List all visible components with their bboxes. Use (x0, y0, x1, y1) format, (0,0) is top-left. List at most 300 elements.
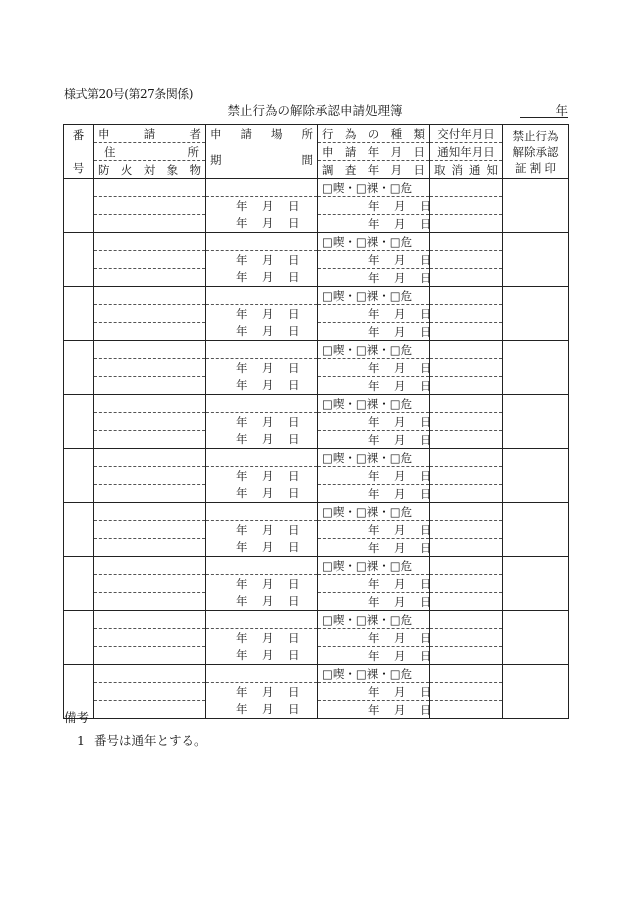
entry-apply-date-cell[interactable] (318, 521, 430, 539)
table-row (64, 665, 569, 683)
entry-number-cell[interactable] (64, 179, 94, 233)
entry-address-cell[interactable] (94, 359, 206, 377)
header-char: 所 (187, 144, 199, 159)
date-unit-label: 月 (394, 540, 406, 555)
date-unit-label: 年 (236, 540, 248, 555)
entry-period-start-cell[interactable] (206, 467, 318, 485)
date-unit-label: 日 (288, 468, 300, 483)
entry-number-cell[interactable] (64, 341, 94, 395)
date-unit-label: 年 (236, 630, 248, 645)
form-number: 様式第20号(第27条関係) (64, 87, 193, 101)
header-char: 申 (210, 126, 222, 141)
entry-seal-cell[interactable] (503, 233, 569, 287)
date-unit-label: 月 (394, 486, 406, 501)
date-unit-label: 日 (420, 702, 432, 717)
entry-act-kind-cell[interactable]: □喫・□裸・□危 (318, 665, 430, 683)
entry-applicant-cell[interactable] (94, 395, 206, 413)
entry-survey-date-cell[interactable] (318, 431, 430, 449)
entry-period-end-cell[interactable] (206, 485, 318, 503)
table-row (64, 305, 569, 323)
entry-period-end-cell[interactable] (206, 539, 318, 557)
date-unit-label: 日 (288, 432, 300, 447)
entry-act-kind-cell[interactable]: □喫・□裸・□危 (318, 341, 430, 359)
entry-apply-date-cell[interactable] (318, 683, 430, 701)
date-unit-label: 月 (262, 522, 274, 537)
table-row (64, 647, 569, 665)
date-unit-label: 年 (236, 576, 248, 591)
entry-apply-date-cell[interactable] (318, 629, 430, 647)
entry-act-kind-cell[interactable]: □喫・□裸・□危 (318, 287, 430, 305)
date-unit-label: 月 (394, 684, 406, 699)
date-unit-label: 年 (236, 486, 248, 501)
date-unit-label: 年 (236, 594, 248, 609)
header-char: 申 (322, 144, 334, 159)
header-char: 請 (344, 144, 357, 159)
entry-fire-object-cell[interactable] (94, 647, 206, 665)
entry-period-end-cell[interactable] (206, 215, 318, 233)
header-number-top: 番 (72, 128, 85, 142)
date-unit-label: 日 (288, 630, 300, 645)
date-unit-label: 月 (262, 216, 274, 231)
date-unit-label: 日 (288, 198, 300, 213)
date-unit-label: 年 (236, 432, 248, 447)
entry-fire-object-cell[interactable] (94, 485, 206, 503)
header-char: の (367, 126, 380, 141)
header-char: 査 (344, 162, 357, 177)
date-unit-label: 月 (262, 486, 274, 501)
date-unit-label: 年 (236, 414, 248, 429)
entry-place-cell[interactable] (206, 233, 318, 251)
header-char: 割 (529, 160, 542, 175)
header-place (206, 125, 318, 143)
header-char: 行 (322, 126, 334, 141)
date-unit-label: 月 (394, 702, 406, 717)
date-unit-label: 月 (262, 576, 274, 591)
entry-number-cell[interactable] (64, 395, 94, 449)
header-char: 月 (390, 162, 403, 177)
date-unit-label: 年 (368, 486, 380, 501)
header-char: 日 (413, 162, 425, 177)
date-unit-label: 年 (236, 324, 248, 339)
date-unit-label: 日 (420, 468, 432, 483)
header-act-type (318, 125, 430, 143)
entry-period-end-cell[interactable] (206, 323, 318, 341)
entry-address-cell[interactable] (94, 197, 206, 215)
date-unit-label: 日 (288, 522, 300, 537)
entry-act-kind-cell[interactable]: □喫・□裸・□危 (318, 503, 430, 521)
header-apply-date (318, 143, 430, 161)
entry-period-start-cell[interactable] (206, 359, 318, 377)
date-unit-label: 日 (420, 576, 432, 591)
entry-survey-date-cell[interactable] (318, 377, 430, 395)
entry-issue-date-cell[interactable] (430, 287, 503, 305)
entry-fire-object-cell[interactable] (94, 431, 206, 449)
date-unit-label: 月 (262, 252, 274, 267)
entry-fire-object-cell[interactable] (94, 269, 206, 287)
header-char: 請 (143, 126, 156, 141)
entry-place-cell[interactable] (206, 611, 318, 629)
entry-fire-object-cell[interactable] (94, 377, 206, 395)
entry-number-cell[interactable] (64, 503, 94, 557)
header-char: 請 (240, 126, 252, 141)
date-unit-label: 年 (368, 324, 380, 339)
header-char: 類 (413, 126, 425, 141)
date-unit-label: 月 (262, 468, 274, 483)
entry-fire-object-cell[interactable] (94, 323, 206, 341)
date-unit-label: 年 (368, 540, 380, 555)
entry-period-start-cell[interactable] (206, 197, 318, 215)
date-unit-label: 年 (368, 306, 380, 321)
entry-period-end-cell[interactable] (206, 269, 318, 287)
header-char: 場 (271, 126, 283, 141)
entry-apply-date-cell[interactable] (318, 575, 430, 593)
entry-address-cell[interactable] (94, 575, 206, 593)
entry-period-end-cell[interactable] (206, 377, 318, 395)
entry-address-cell[interactable] (94, 521, 206, 539)
entry-act-kind-cell[interactable]: □喫・□裸・□危 (318, 395, 430, 413)
entry-issue-date-cell[interactable] (430, 395, 503, 413)
entry-period-start-cell[interactable] (206, 251, 318, 269)
entry-applicant-cell[interactable] (94, 449, 206, 467)
date-unit-label: 日 (420, 648, 432, 663)
header-char: 知 (486, 162, 498, 177)
date-unit-label: 月 (394, 576, 406, 591)
header-char: 取 (434, 162, 446, 177)
header-seal (503, 125, 569, 179)
header-number (64, 125, 94, 179)
table-row (64, 431, 569, 449)
entry-applicant-cell[interactable] (94, 557, 206, 575)
header-notice-date: 通知年月日 (430, 143, 503, 161)
entry-address-cell[interactable] (94, 413, 206, 431)
entry-place-cell[interactable] (206, 665, 318, 683)
date-unit-label: 日 (420, 270, 432, 285)
date-unit-label: 年 (236, 252, 248, 267)
date-unit-label: 月 (394, 378, 406, 393)
date-unit-label: 月 (262, 540, 274, 555)
entry-place-cell[interactable] (206, 395, 318, 413)
entry-period-end-cell[interactable] (206, 647, 318, 665)
date-unit-label: 月 (394, 468, 406, 483)
header-char: 住 (104, 144, 116, 159)
table-row (64, 575, 569, 593)
table-row (64, 557, 569, 575)
date-unit-label: 年 (368, 576, 380, 591)
header-char: 申 (98, 126, 110, 141)
entry-fire-object-cell[interactable] (94, 539, 206, 557)
header-char: 所 (301, 126, 313, 141)
table-row (64, 323, 569, 341)
entry-act-kind-cell[interactable]: □喫・□裸・□危 (318, 233, 430, 251)
remarks-item-number: 1 (77, 733, 85, 748)
date-unit-label: 年 (368, 468, 380, 483)
table-row (64, 485, 569, 503)
date-unit-label: 月 (262, 684, 274, 699)
date-unit-label: 月 (394, 414, 406, 429)
entry-apply-date-cell[interactable] (318, 305, 430, 323)
entry-period-start-cell[interactable] (206, 575, 318, 593)
table-row (64, 413, 569, 431)
date-unit-label: 日 (288, 378, 300, 393)
header-char: 為 (344, 126, 357, 141)
entry-apply-date-cell[interactable] (318, 197, 430, 215)
entry-applicant-cell[interactable] (94, 341, 206, 359)
header-char: 間 (301, 153, 313, 168)
date-unit-label: 日 (288, 594, 300, 609)
date-unit-label: 日 (420, 324, 432, 339)
date-unit-label: 日 (420, 306, 432, 321)
entry-period-start-cell[interactable] (206, 413, 318, 431)
table-row (64, 683, 569, 701)
date-unit-label: 月 (394, 648, 406, 663)
date-unit-label: 月 (262, 648, 274, 663)
date-unit-label: 年 (236, 270, 248, 285)
date-unit-label: 年 (368, 252, 380, 267)
table-row (64, 395, 569, 413)
date-unit-label: 月 (262, 630, 274, 645)
entry-apply-date-cell[interactable] (318, 251, 430, 269)
entry-applicant-cell[interactable] (94, 611, 206, 629)
header-char: 消 (451, 162, 463, 177)
date-unit-label: 日 (288, 324, 300, 339)
entry-act-kind-cell[interactable]: □喫・□裸・□危 (318, 179, 430, 197)
date-unit-label: 年 (236, 702, 248, 717)
entry-address-cell[interactable] (94, 629, 206, 647)
table-row (64, 233, 569, 251)
entry-period-end-cell[interactable] (206, 593, 318, 611)
date-unit-label: 年 (368, 414, 380, 429)
table-row (64, 341, 569, 359)
table-row (64, 287, 569, 305)
entry-survey-date-cell[interactable] (318, 269, 430, 287)
entry-place-cell[interactable] (206, 341, 318, 359)
date-unit-label: 年 (368, 522, 380, 537)
entry-seal-cell[interactable] (503, 665, 569, 719)
header-issue-date: 交付年月日 (430, 125, 503, 143)
date-unit-label: 年 (368, 684, 380, 699)
table-row (64, 215, 569, 233)
date-unit-label: 年 (236, 522, 248, 537)
entry-survey-date-cell[interactable] (318, 215, 430, 233)
table-row (64, 359, 569, 377)
entry-seal-cell[interactable] (503, 611, 569, 665)
date-unit-label: 月 (394, 270, 406, 285)
entry-applicant-cell[interactable] (94, 233, 206, 251)
date-unit-label: 月 (394, 306, 406, 321)
table-row (64, 179, 569, 197)
date-unit-label: 年 (236, 648, 248, 663)
entry-applicant-cell[interactable] (94, 665, 206, 683)
entry-issue-date-cell[interactable] (430, 233, 503, 251)
date-unit-label: 年 (368, 216, 380, 231)
header-char: 対 (143, 162, 156, 177)
entry-issue-date-cell[interactable] (430, 503, 503, 521)
remarks-item-text: 番号は通年とする。 (94, 733, 207, 748)
header-row-2 (64, 143, 569, 161)
entry-survey-date-cell[interactable] (318, 323, 430, 341)
entry-issue-date-cell[interactable] (430, 179, 503, 197)
date-unit-label: 日 (420, 432, 432, 447)
entry-seal-cell[interactable] (503, 287, 569, 341)
date-unit-label: 月 (394, 522, 406, 537)
table-row (64, 521, 569, 539)
entry-act-kind-cell[interactable]: □喫・□裸・□危 (318, 557, 430, 575)
header-char: 月 (390, 144, 403, 159)
entry-survey-date-cell[interactable] (318, 539, 430, 557)
date-unit-label: 年 (236, 306, 248, 321)
date-unit-label: 月 (262, 594, 274, 609)
header-applicant (94, 125, 206, 143)
date-unit-label: 日 (288, 576, 300, 591)
date-unit-label: 日 (288, 252, 300, 267)
entry-apply-date-cell[interactable] (318, 359, 430, 377)
date-unit-label: 月 (262, 270, 274, 285)
entry-seal-cell[interactable] (503, 341, 569, 395)
date-unit-label: 月 (262, 432, 274, 447)
header-fire-object (94, 161, 206, 179)
header-row-1 (64, 125, 569, 143)
entry-place-cell[interactable] (206, 449, 318, 467)
date-unit-label: 日 (288, 216, 300, 231)
date-unit-label: 年 (236, 684, 248, 699)
date-unit-label: 月 (262, 378, 274, 393)
entry-issue-date-cell[interactable] (430, 449, 503, 467)
entry-applicant-cell[interactable] (94, 287, 206, 305)
entry-period-start-cell[interactable] (206, 521, 318, 539)
entry-number-cell[interactable] (64, 611, 94, 665)
date-unit-label: 月 (394, 252, 406, 267)
table-row (64, 449, 569, 467)
date-unit-label: 年 (236, 198, 248, 213)
entry-survey-date-cell[interactable] (318, 485, 430, 503)
table-row (64, 629, 569, 647)
entry-place-cell[interactable] (206, 557, 318, 575)
remarks-item (77, 731, 207, 749)
entry-seal-cell[interactable] (503, 503, 569, 557)
date-unit-label: 年 (236, 468, 248, 483)
entry-number-cell[interactable] (64, 287, 94, 341)
table-row (64, 539, 569, 557)
entry-period-start-cell[interactable] (206, 683, 318, 701)
entry-address-cell[interactable] (94, 683, 206, 701)
date-unit-label: 日 (288, 684, 300, 699)
document-title: 禁止行為の解除承認申請処理簿 (227, 103, 403, 118)
date-unit-label: 日 (288, 486, 300, 501)
entry-issue-date-cell[interactable] (430, 611, 503, 629)
entry-issue-date-cell[interactable] (430, 341, 503, 359)
date-unit-label: 月 (262, 198, 274, 213)
entry-survey-date-cell[interactable] (318, 701, 430, 719)
entry-address-cell[interactable] (94, 251, 206, 269)
entry-applicant-cell[interactable] (94, 503, 206, 521)
header-char: 日 (413, 144, 425, 159)
date-unit-label: 年 (368, 630, 380, 645)
header-char: 物 (189, 162, 201, 177)
entry-place-cell[interactable] (206, 503, 318, 521)
register-table (63, 124, 569, 719)
header-char: 年 (367, 162, 380, 177)
entry-issue-date-cell[interactable] (430, 557, 503, 575)
header-char: 調 (322, 162, 334, 177)
header-cancel-notice (430, 161, 503, 179)
entry-period-start-cell[interactable] (206, 629, 318, 647)
header-char: 期 (210, 153, 222, 168)
header-seal-line-1: 禁止行為 (512, 128, 559, 143)
entry-apply-date-cell[interactable] (318, 413, 430, 431)
entry-act-kind-cell[interactable]: □喫・□裸・□危 (318, 449, 430, 467)
header-char: 通 (469, 162, 481, 177)
date-unit-label: 年 (368, 702, 380, 717)
entry-fire-object-cell[interactable] (94, 701, 206, 719)
date-unit-label: 月 (262, 702, 274, 717)
entry-place-cell[interactable] (206, 287, 318, 305)
entry-seal-cell[interactable] (503, 395, 569, 449)
entry-issue-date-cell[interactable] (430, 665, 503, 683)
date-unit-label: 月 (394, 360, 406, 375)
header-char: 火 (120, 162, 133, 177)
date-unit-label: 日 (420, 594, 432, 609)
table-row (64, 467, 569, 485)
year-field[interactable] (520, 101, 568, 118)
table-row (64, 701, 569, 719)
entry-address-cell[interactable] (94, 467, 206, 485)
entry-survey-date-cell[interactable] (318, 593, 430, 611)
entry-period-end-cell[interactable] (206, 431, 318, 449)
entry-fire-object-cell[interactable] (94, 593, 206, 611)
date-unit-label: 月 (394, 216, 406, 231)
table-row (64, 269, 569, 287)
header-char: 証 (515, 160, 527, 175)
entry-number-cell[interactable] (64, 557, 94, 611)
date-unit-label: 日 (420, 486, 432, 501)
date-unit-label: 日 (420, 630, 432, 645)
remarks-title: 備考 (64, 710, 90, 725)
entry-period-end-cell[interactable] (206, 701, 318, 719)
entry-address-cell[interactable] (94, 305, 206, 323)
entry-seal-cell[interactable] (503, 179, 569, 233)
date-unit-label: 日 (420, 378, 432, 393)
date-unit-label: 月 (262, 414, 274, 429)
entry-period-start-cell[interactable] (206, 305, 318, 323)
date-unit-label: 年 (368, 594, 380, 609)
entry-survey-date-cell[interactable] (318, 647, 430, 665)
date-unit-label: 日 (288, 648, 300, 663)
entry-applicant-cell[interactable] (94, 179, 206, 197)
date-unit-label: 月 (394, 630, 406, 645)
header-char: 防 (98, 162, 110, 177)
entry-fire-object-cell[interactable] (94, 215, 206, 233)
header-survey-date (318, 161, 430, 179)
date-unit-label: 月 (262, 306, 274, 321)
entry-place-cell[interactable] (206, 179, 318, 197)
date-unit-label: 日 (420, 540, 432, 555)
entry-act-kind-cell[interactable]: □喫・□裸・□危 (318, 611, 430, 629)
date-unit-label: 月 (394, 324, 406, 339)
date-unit-label: 日 (288, 360, 300, 375)
table-row (64, 377, 569, 395)
date-unit-label: 月 (394, 432, 406, 447)
entry-seal-cell[interactable] (503, 557, 569, 611)
entry-seal-cell[interactable] (503, 449, 569, 503)
date-unit-label: 日 (420, 198, 432, 213)
entry-apply-date-cell[interactable] (318, 467, 430, 485)
date-unit-label: 日 (288, 540, 300, 555)
header-char: 種 (390, 126, 403, 141)
header-period (206, 143, 318, 179)
entry-number-cell[interactable] (64, 449, 94, 503)
date-unit-label: 年 (368, 648, 380, 663)
entry-number-cell[interactable] (64, 233, 94, 287)
